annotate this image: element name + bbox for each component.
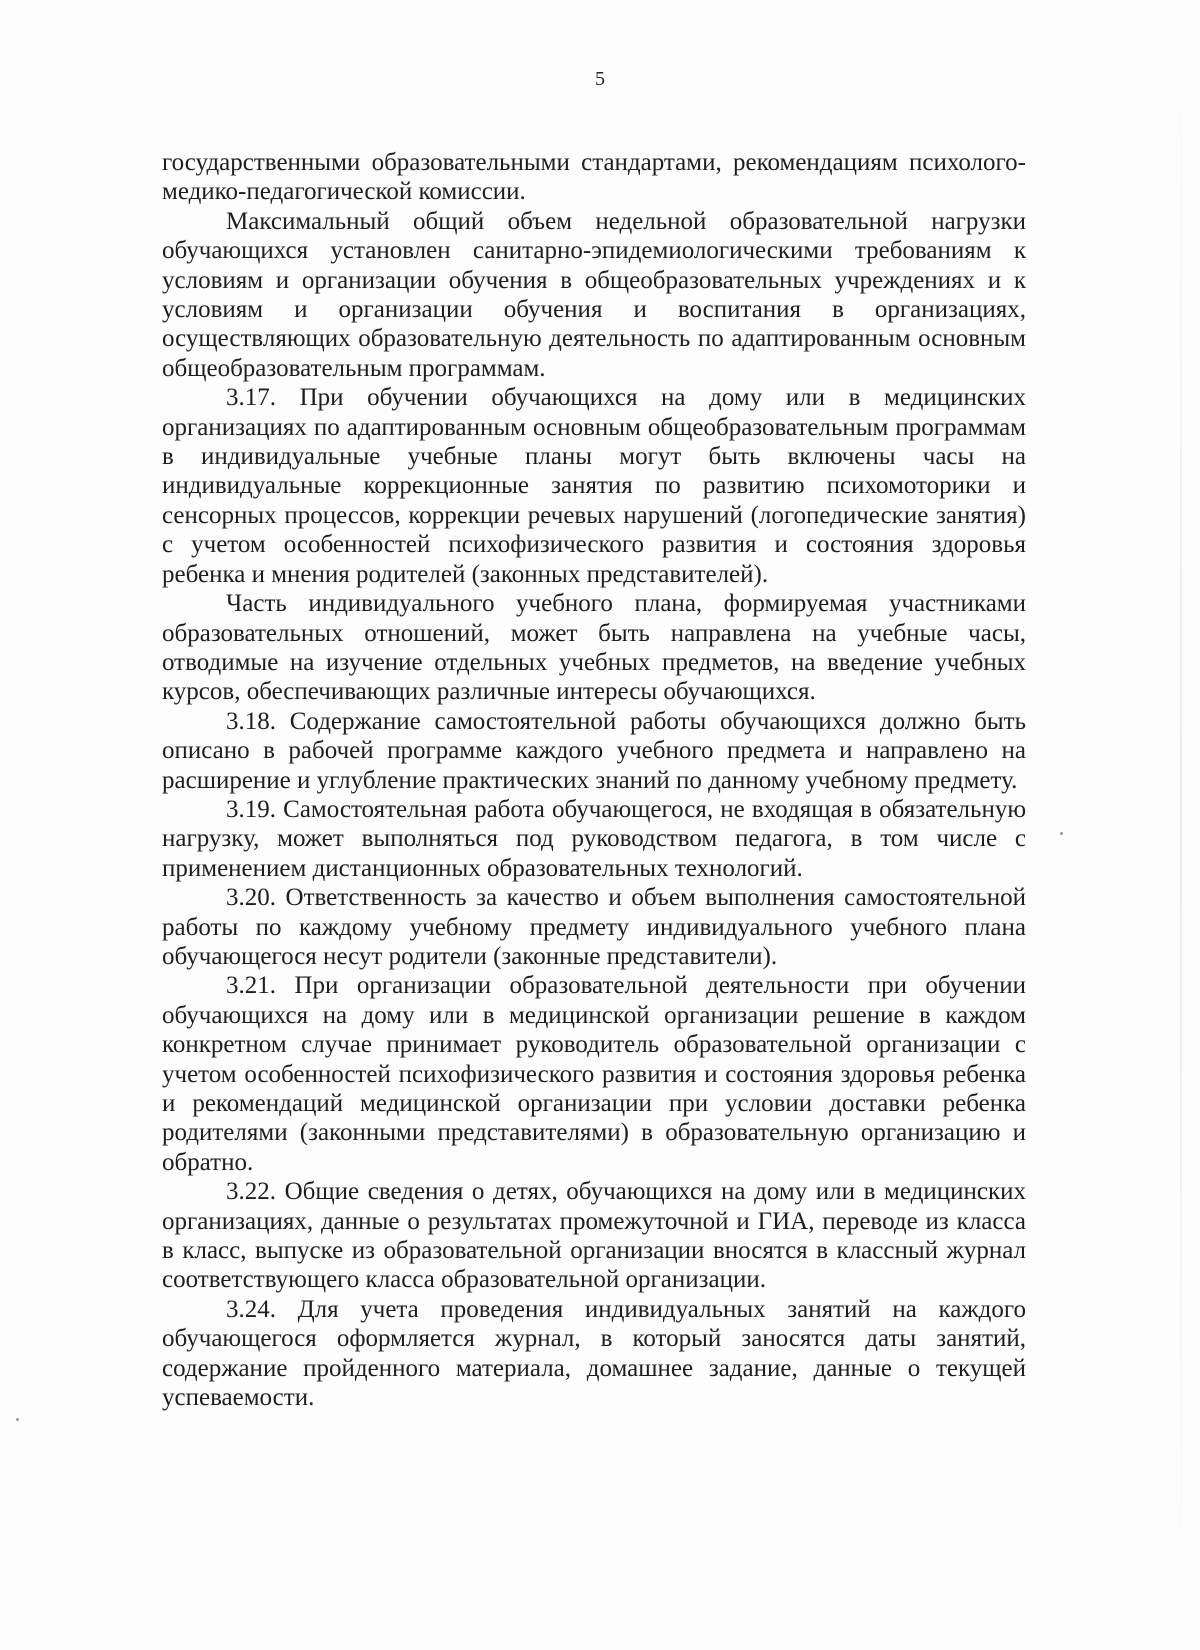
scan-speck [1060, 832, 1063, 835]
paragraph-3-24: 3.24. Для учета проведения индивидуальных занятий на каждого обучающегося оформляется журнал, в который заносятся даты занятий, содержание пройденного материала, домашнее задание, данные о текущей успеваемости. [162, 1295, 1026, 1412]
scan-speck [16, 1418, 19, 1421]
paragraph-3-17: 3.17. При обучении обучающихся на дому или в медицинских организациях по адаптированным основным общеобразовательным программам в индивидуальные учебные планы могут быть включены часы на индивидуальные коррекционные занятия по развитию психомоторики и сенсорных процессов, коррекции речевых нарушений (логопедические занятия) с учетом особенностей психофизического развития и состояния здоровья ребенка и мнения родителей (законных представителей). [162, 384, 1026, 588]
paragraph-curriculum-part: Часть индивидуального учебного плана, формируемая участниками образовательных отношений, может быть направлена на учебные часы, отводимые на изучение отдельных учебных предметов, на введение учебных курсов, обеспечивающих различные интересы обучающихся. [162, 590, 1026, 706]
document-body [162, 148, 1026, 1412]
paragraph-continuation: государственными образовательными стандартами, рекомендациям психолого-медико-педагогической комиссии. [162, 149, 1026, 206]
scan-edge-shadow [1180, 40, 1182, 1600]
paragraph-3-18: 3.18. Содержание самостоятельной работы обучающихся должно быть описано в рабочей программе каждого учебного предмета и направлено на расширение и углубление практических знаний по данному учебному предмету. [162, 707, 1026, 794]
paragraph-3-20: 3.20. Ответственность за качество и объем выполнения самостоятельной работы по каждому учебному предмету индивидуального учебного плана обучающегося несут родители (законные представители). [162, 884, 1026, 970]
paragraph-max-load: Максимальный общий объем недельной образовательной нагрузки обучающихся установлен санитарно-эпидемиологическими требованиям к условиям и организации обучения в общеобразовательных учреждениях и к условиям и организации обучения и воспитания в организациях, осуществляющих образовательную деятельность по адаптированным основным общеобразовательным программам. [162, 207, 1026, 382]
page-number: 5 [595, 68, 605, 90]
paragraph-3-19: 3.19. Самостоятельная работа обучающегося, не входящая в обязательную нагрузку, может выполняться под руководством педагога, в том числе с применением дистанционных образовательных технологий. [162, 795, 1026, 882]
paragraph-3-22: 3.22. Общие сведения о детях, обучающихся на дому или в медицинских организациях, данные о результатах промежуточной и ГИА, переводе из класса в класс, выпуске из образовательной организации вносятся в классный журнал соответствующего класса образовательной организации. [162, 1178, 1026, 1294]
paragraph-3-21: 3.21. При организации образовательной деятельности при обучении обучающихся на дому или в медицинской организации решение в каждом конкретном случае принимает руководитель образовательной организации с учетом особенностей психофизического развития и состояния здоровья ребенка и рекомендаций медицинской организации при условии доставки ребенка родителями (законными представителями) в образовательную организацию и обратно. [162, 972, 1026, 1176]
